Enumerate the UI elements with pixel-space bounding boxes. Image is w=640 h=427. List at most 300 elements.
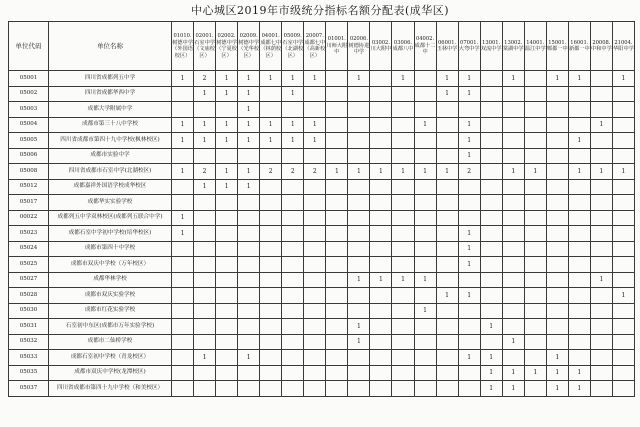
quota-cell [612, 365, 634, 381]
quota-cell: 1 [304, 71, 326, 87]
header-school-17: 15001.郫都一中 [546, 22, 568, 71]
quota-cell [480, 179, 502, 195]
quota-cell [260, 148, 282, 164]
quota-cell [436, 365, 458, 381]
quota-cell [348, 241, 370, 257]
quota-cell [590, 71, 612, 87]
quota-cell [282, 303, 304, 319]
table-body [9, 71, 635, 397]
unit-name-cell: 成都嘉祥外国语学校成华校区 [49, 179, 172, 195]
quota-cell [194, 148, 216, 164]
quota-cell [480, 272, 502, 288]
quota-cell [590, 195, 612, 211]
quota-cell: 1 [568, 381, 590, 397]
quota-cell [238, 288, 260, 304]
quota-cell: 1 [546, 381, 568, 397]
header-school-3: 02009.树德中学（光华校区） [238, 22, 260, 71]
quota-cell [392, 365, 414, 381]
quota-cell: 2 [260, 164, 282, 180]
quota-cell [370, 117, 392, 133]
quota-cell [612, 319, 634, 335]
quota-cell [392, 195, 414, 211]
quota-cell [414, 226, 436, 242]
quota-cell [370, 303, 392, 319]
unit-code-cell: 05003 [9, 102, 49, 118]
table-row [9, 148, 635, 164]
unit-name-cell: 四川省成都市第四十九中学校(枫林校区) [49, 133, 172, 149]
quota-cell [546, 133, 568, 149]
quota-cell [524, 334, 546, 350]
quota-cell [282, 365, 304, 381]
table-row [9, 365, 635, 381]
quota-cell [590, 86, 612, 102]
quota-cell [326, 334, 348, 350]
unit-code-cell: 05008 [9, 164, 49, 180]
quota-cell: 1 [458, 241, 480, 257]
table-row [9, 334, 635, 350]
unit-code-cell: 05006 [9, 148, 49, 164]
quota-cell [414, 288, 436, 304]
quota-cell: 1 [238, 164, 260, 180]
quota-cell: 1 [612, 164, 634, 180]
unit-code-cell: 05033 [9, 350, 49, 366]
quota-cell [524, 241, 546, 257]
quota-cell [568, 288, 590, 304]
quota-cell [304, 257, 326, 273]
quota-cell [458, 102, 480, 118]
quota-cell [304, 179, 326, 195]
quota-cell [436, 272, 458, 288]
quota-cell [502, 303, 524, 319]
quota-cell [216, 334, 238, 350]
quota-cell [436, 319, 458, 335]
quota-cell [612, 133, 634, 149]
quota-cell [436, 241, 458, 257]
quota-cell [216, 272, 238, 288]
table-row [9, 226, 635, 242]
quota-cell [260, 210, 282, 226]
unit-code-cell: 05027 [9, 272, 49, 288]
quota-cell: 1 [502, 71, 524, 87]
quota-cell [524, 179, 546, 195]
quota-cell: 1 [546, 71, 568, 87]
quota-cell [370, 71, 392, 87]
quota-cell [502, 241, 524, 257]
quota-cell [458, 210, 480, 226]
quota-cell [524, 210, 546, 226]
quota-cell [524, 71, 546, 87]
quota-cell [172, 303, 194, 319]
quota-cell: 1 [172, 210, 194, 226]
unit-name-cell: 成都华林学校 [49, 272, 172, 288]
quota-cell [238, 381, 260, 397]
quota-cell: 1 [172, 117, 194, 133]
quota-cell [546, 148, 568, 164]
quota-cell [238, 210, 260, 226]
quota-cell [436, 226, 458, 242]
quota-cell [590, 381, 612, 397]
quota-cell [260, 241, 282, 257]
quota-cell: 1 [414, 164, 436, 180]
quota-cell [612, 350, 634, 366]
quota-cell: 2 [304, 164, 326, 180]
quota-cell [216, 195, 238, 211]
quota-cell [524, 303, 546, 319]
quota-cell [502, 195, 524, 211]
quota-cell [326, 257, 348, 273]
quota-cell [502, 350, 524, 366]
unit-name-cell: 四川省成都市第四十九中学校（和美校区） [49, 381, 172, 397]
unit-name-cell: 成都市红花实验学校 [49, 303, 172, 319]
quota-cell: 1 [194, 86, 216, 102]
quota-cell [370, 381, 392, 397]
quota-cell [194, 195, 216, 211]
quota-cell: 1 [282, 86, 304, 102]
quota-cell [502, 133, 524, 149]
quota-cell: 1 [568, 365, 590, 381]
header-unit-name: 单位名称 [49, 22, 172, 71]
quota-cell: 1 [238, 102, 260, 118]
quota-cell [260, 381, 282, 397]
quota-cell [282, 102, 304, 118]
quota-cell [194, 102, 216, 118]
quota-cell [480, 288, 502, 304]
quota-cell [260, 195, 282, 211]
quota-cell [612, 334, 634, 350]
quota-cell [436, 117, 458, 133]
quota-cell [568, 210, 590, 226]
quota-cell [546, 334, 568, 350]
quota-cell [546, 272, 568, 288]
quota-cell: 1 [238, 350, 260, 366]
quota-cell: 1 [238, 86, 260, 102]
quota-cell: 1 [480, 350, 502, 366]
quota-cell [194, 210, 216, 226]
quota-cell [568, 303, 590, 319]
quota-cell [436, 195, 458, 211]
quota-cell [172, 288, 194, 304]
quota-cell [282, 350, 304, 366]
quota-cell [502, 148, 524, 164]
quota-cell: 1 [216, 164, 238, 180]
quota-cell [392, 381, 414, 397]
quota-cell [590, 179, 612, 195]
quota-cell [260, 102, 282, 118]
quota-cell [392, 148, 414, 164]
quota-cell: 1 [414, 117, 436, 133]
header-school-7: 01001.川师大附中 [326, 22, 348, 71]
quota-cell [238, 148, 260, 164]
quota-cell [612, 210, 634, 226]
quota-cell [348, 117, 370, 133]
quota-cell [348, 257, 370, 273]
quota-cell [524, 272, 546, 288]
quota-cell: 1 [194, 350, 216, 366]
quota-cell [172, 319, 194, 335]
quota-cell [502, 226, 524, 242]
quota-cell: 1 [612, 288, 634, 304]
quota-cell [568, 86, 590, 102]
quota-cell: 1 [304, 133, 326, 149]
quota-cell [480, 102, 502, 118]
header-school-16: 14001.温江中学 [524, 22, 546, 71]
quota-cell: 1 [348, 272, 370, 288]
quota-cell [480, 303, 502, 319]
quota-cell: 1 [392, 272, 414, 288]
document-title: 中心城区2019年市级统分指标名额分配表(成华区) [190, 4, 450, 17]
quota-cell [590, 350, 612, 366]
quota-cell: 1 [216, 71, 238, 87]
unit-code-cell: 05001 [9, 71, 49, 87]
quota-cell [546, 226, 568, 242]
quota-cell [612, 303, 634, 319]
quota-cell [414, 179, 436, 195]
unit-code-cell: 05005 [9, 133, 49, 149]
header-school-19: 20008.中和中学 [590, 22, 612, 71]
unit-code-cell: 05035 [9, 365, 49, 381]
quota-cell [348, 133, 370, 149]
quota-cell [238, 257, 260, 273]
quota-cell [546, 288, 568, 304]
quota-cell [370, 365, 392, 381]
quota-cell [612, 241, 634, 257]
quota-cell [260, 319, 282, 335]
quota-cell: 1 [436, 86, 458, 102]
quota-cell [216, 257, 238, 273]
quota-cell [546, 86, 568, 102]
quota-cell [216, 303, 238, 319]
quota-cell [304, 86, 326, 102]
quota-cell [194, 257, 216, 273]
quota-cell [194, 272, 216, 288]
quota-cell [524, 86, 546, 102]
quota-cell [458, 303, 480, 319]
quota-cell [612, 226, 634, 242]
quota-cell: 1 [568, 164, 590, 180]
unit-name-cell: 成都市实验中学 [49, 148, 172, 164]
quota-cell [172, 148, 194, 164]
quota-cell [546, 210, 568, 226]
quota-cell [590, 319, 612, 335]
quota-cell [524, 133, 546, 149]
quota-cell [194, 226, 216, 242]
unit-name-cell: 成都华实实验学校 [49, 195, 172, 211]
quota-cell [238, 334, 260, 350]
quota-cell [370, 288, 392, 304]
quota-cell [546, 195, 568, 211]
quota-cell [326, 241, 348, 257]
quota-cell [436, 210, 458, 226]
quota-cell [326, 86, 348, 102]
quota-cell: 1 [568, 133, 590, 149]
quota-cell [392, 226, 414, 242]
quota-cell [524, 257, 546, 273]
quota-cell [216, 148, 238, 164]
quota-cell [612, 148, 634, 164]
quota-cell [304, 226, 326, 242]
unit-code-cell: 05004 [9, 117, 49, 133]
quota-cell [502, 117, 524, 133]
quota-cell [348, 350, 370, 366]
quota-cell [370, 133, 392, 149]
quota-cell [392, 241, 414, 257]
header-school-6: 20007.成都七中（高新校区） [304, 22, 326, 71]
quota-cell: 1 [436, 71, 458, 87]
quota-cell [172, 179, 194, 195]
quota-cell [436, 334, 458, 350]
quota-cell [370, 148, 392, 164]
quota-cell: 1 [436, 288, 458, 304]
unit-code-cell: 05002 [9, 86, 49, 102]
quota-cell [436, 148, 458, 164]
quota-cell [304, 319, 326, 335]
quota-cell: 2 [194, 71, 216, 87]
quota-cell [524, 288, 546, 304]
table-row [9, 381, 635, 397]
quota-cell [172, 272, 194, 288]
table-row [9, 257, 635, 273]
quota-cell [612, 117, 634, 133]
quota-cell [524, 148, 546, 164]
table-row [9, 272, 635, 288]
unit-name-cell: 成都大学附属中学 [49, 102, 172, 118]
quota-cell [546, 303, 568, 319]
quota-cell: 1 [392, 164, 414, 180]
quota-cell [370, 241, 392, 257]
quota-cell [392, 102, 414, 118]
quota-cell [502, 86, 524, 102]
quota-cell [282, 195, 304, 211]
quota-cell [216, 319, 238, 335]
quota-cell [480, 71, 502, 87]
quota-cell [370, 195, 392, 211]
table-row [9, 133, 635, 149]
quota-cell [392, 350, 414, 366]
quota-cell [568, 257, 590, 273]
quota-cell: 1 [590, 272, 612, 288]
quota-cell [326, 350, 348, 366]
quota-cell [546, 117, 568, 133]
quota-cell [612, 86, 634, 102]
quota-cell [304, 148, 326, 164]
quota-cell [436, 381, 458, 397]
quota-cell: 1 [546, 365, 568, 381]
header-school-10: 03006.成都八中 [392, 22, 414, 71]
table-row [9, 71, 635, 87]
quota-cell [348, 195, 370, 211]
quota-cell [216, 210, 238, 226]
header-school-5: 05009.石室中学（北湖校区） [282, 22, 304, 71]
quota-cell [458, 365, 480, 381]
quota-cell: 1 [194, 179, 216, 195]
unit-name-cell: 四川省成都华西中学 [49, 86, 172, 102]
quota-cell [216, 226, 238, 242]
unit-name-cell: 四川省成都市石室中学(北湖校区) [49, 164, 172, 180]
quota-cell: 1 [458, 71, 480, 87]
quota-cell: 1 [546, 350, 568, 366]
quota-cell [480, 195, 502, 211]
quota-cell: 1 [216, 86, 238, 102]
unit-code-cell: 05032 [9, 334, 49, 350]
quota-cell: 1 [414, 303, 436, 319]
quota-cell [260, 365, 282, 381]
quota-cell [524, 350, 546, 366]
quota-cell: 1 [260, 133, 282, 149]
quota-cell: 1 [392, 71, 414, 87]
quota-cell: 1 [612, 71, 634, 87]
quota-cell [590, 334, 612, 350]
unit-code-cell: 05012 [9, 179, 49, 195]
unit-code-cell: 05028 [9, 288, 49, 304]
quota-cell [414, 210, 436, 226]
quota-cell [392, 179, 414, 195]
quota-cell [546, 102, 568, 118]
quota-cell: 1 [172, 71, 194, 87]
quota-cell [238, 303, 260, 319]
quota-cell [414, 102, 436, 118]
quota-cell [480, 148, 502, 164]
quota-cell [282, 210, 304, 226]
table-row [9, 303, 635, 319]
quota-cell [172, 334, 194, 350]
quota-cell [546, 241, 568, 257]
quota-cell [370, 350, 392, 366]
quota-cell [216, 102, 238, 118]
quota-cell [546, 257, 568, 273]
quota-cell: 1 [282, 133, 304, 149]
quota-cell [326, 226, 348, 242]
header-school-14: 13001.双流中学 [480, 22, 502, 71]
unit-name-cell: 成都列五中学双林校区(成都列五联合中学) [49, 210, 172, 226]
quota-cell: 1 [458, 257, 480, 273]
quota-cell [568, 272, 590, 288]
quota-cell [172, 365, 194, 381]
quota-cell: 1 [568, 71, 590, 87]
quota-cell [216, 241, 238, 257]
quota-cell [326, 71, 348, 87]
quota-cell: 1 [458, 350, 480, 366]
quota-cell [414, 195, 436, 211]
quota-cell [414, 148, 436, 164]
quota-cell: 1 [458, 86, 480, 102]
quota-cell [612, 381, 634, 397]
quota-cell [194, 288, 216, 304]
table-row [9, 319, 635, 335]
quota-cell [568, 148, 590, 164]
quota-cell [392, 334, 414, 350]
quota-cell: 1 [260, 71, 282, 87]
quota-cell: 1 [524, 365, 546, 381]
quota-cell [216, 365, 238, 381]
quota-cell [172, 381, 194, 397]
unit-code-cell: 05023 [9, 226, 49, 242]
quota-cell [282, 288, 304, 304]
quota-cell [216, 350, 238, 366]
quota-cell [590, 288, 612, 304]
quota-cell [590, 148, 612, 164]
quota-cell: 1 [414, 272, 436, 288]
header-school-4: 04001.成都七中（林荫校区） [260, 22, 282, 71]
quota-cell: 1 [238, 179, 260, 195]
quota-cell [590, 257, 612, 273]
quota-cell [172, 241, 194, 257]
quota-cell: 1 [502, 381, 524, 397]
quota-cell [524, 319, 546, 335]
header-row [9, 22, 635, 71]
quota-cell [502, 102, 524, 118]
header-school-1: 02001.石室中学（文庙校区） [194, 22, 216, 71]
quota-cell [458, 272, 480, 288]
